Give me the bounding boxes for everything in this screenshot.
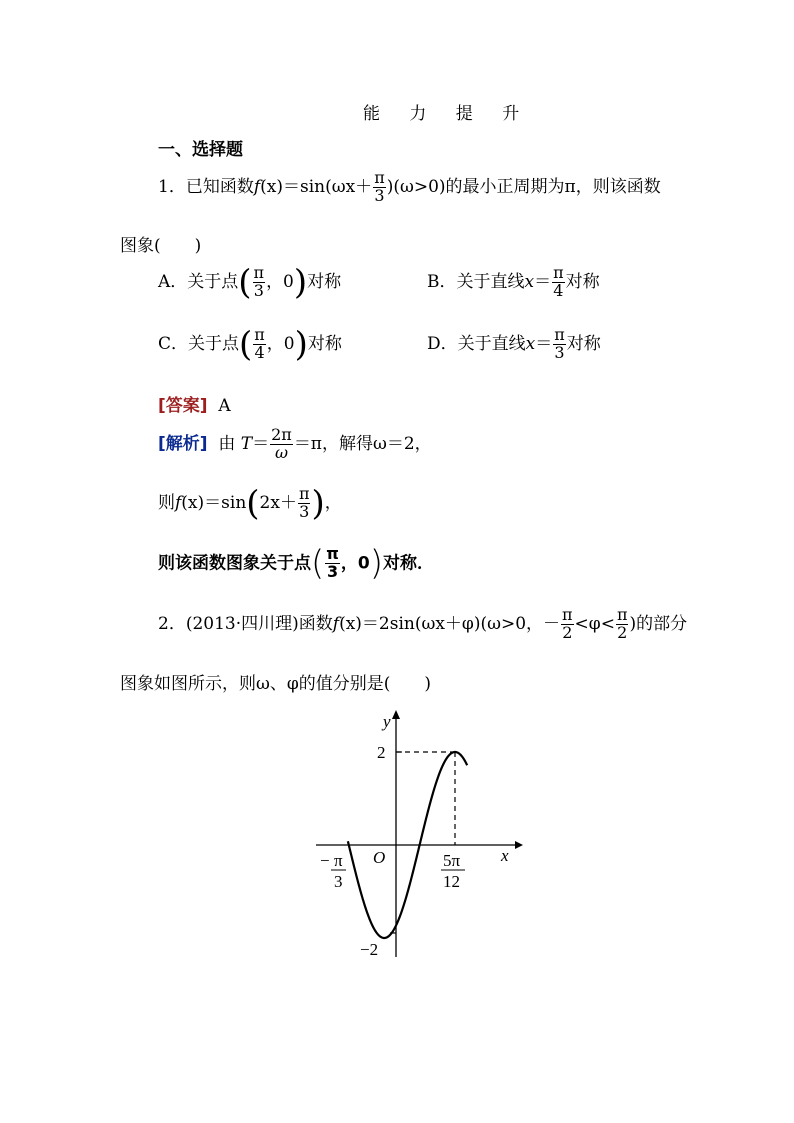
analysis-num: 2π (271, 425, 292, 444)
sine-graph (310, 705, 530, 965)
q1-option-b (427, 265, 600, 300)
opt-c-lparen: ( (239, 324, 253, 365)
section-title: 能 力 提 升 (363, 104, 532, 124)
analysis-fraction (270, 427, 293, 462)
q2-den1: 2 (562, 622, 573, 642)
q2-f: f (332, 613, 340, 634)
y-min-label: −2 (360, 940, 379, 959)
q1-frac-den: 3 (374, 185, 385, 205)
q1-fraction (373, 170, 386, 205)
q2-mid: <φ< (574, 613, 615, 634)
then-x: (x) (181, 492, 205, 513)
q2-fraction-1 (561, 607, 574, 642)
q1-conclusion (158, 543, 435, 584)
analysis-text-a: 由 (218, 433, 236, 454)
then-f: f (175, 492, 182, 513)
q2-number: 2． (158, 613, 186, 634)
opt-d-x: x (525, 333, 536, 354)
opt-a-fraction (253, 265, 266, 300)
q1-option-a (158, 262, 342, 303)
y-axis-label: y (383, 712, 391, 731)
answer-value: A (218, 396, 231, 416)
y-max-label: 2 (377, 743, 386, 762)
then-c: 2x＋ (259, 492, 297, 513)
x-right-num: 5π (443, 851, 461, 870)
x-left-num: π (334, 851, 343, 870)
q1-answer (158, 391, 231, 416)
opt-b-tail: 对称 (565, 271, 600, 292)
q1-option-c (158, 324, 342, 365)
q2-eq: ＝2sin(ωx＋φ)(ω>0，－ (361, 613, 561, 634)
then-lparen: ( (246, 483, 260, 524)
opt-a-suffix: ，0 (266, 271, 294, 292)
opt-c-den: 4 (254, 342, 265, 362)
x-left-den: 3 (334, 872, 343, 891)
concl-fraction (325, 546, 340, 581)
opt-c-suffix: ，0 (266, 333, 295, 354)
concl-a: 则该函数图象关于点 (158, 553, 311, 574)
q1-stem-line2: 图象( ) (120, 236, 202, 256)
opt-d-prefix: D．关于直线 (427, 333, 526, 354)
opt-c-num: π (254, 325, 265, 344)
concl-b: ，0 (340, 553, 370, 574)
opt-a-den: 3 (253, 280, 264, 300)
q1-condition: )(ω>0)的最小正周期为π，则该函数 (386, 176, 661, 197)
q1-number: 1． (158, 176, 186, 197)
x-left-sign: − (320, 851, 330, 870)
opt-b-x: x (524, 271, 535, 292)
opt-d-num: π (554, 325, 565, 344)
analysis-den: ω (274, 442, 288, 462)
opt-a-prefix: A．关于点 (158, 271, 239, 292)
x-axis-arrow (515, 841, 523, 849)
answer-label: [答案] (158, 396, 208, 416)
concl-lparen: ( (311, 543, 325, 584)
opt-d-fraction (553, 327, 566, 362)
q1-frac-num: π (374, 168, 385, 187)
opt-b-den: 4 (553, 280, 564, 300)
q1-analysis (158, 427, 432, 462)
opt-a-lparen: ( (238, 262, 252, 303)
then-b: ＝sin (204, 492, 247, 513)
q2-source: (2013·四川理)函数 (185, 613, 333, 634)
analysis-label: [解析] (158, 433, 208, 454)
q2-x: (x) (339, 613, 362, 634)
analysis-eq: ＝ (252, 433, 270, 454)
concl-c: 对称． (383, 553, 435, 574)
opt-a-rparen: ) (293, 262, 308, 303)
x-axis-label: x (501, 846, 509, 865)
q1-f: f (253, 176, 261, 197)
y-axis-arrow (392, 710, 400, 719)
then-a: 则 (158, 492, 175, 513)
q2-tail: )的部分 (629, 613, 688, 634)
origin-label: O (373, 848, 386, 867)
opt-c-fraction (253, 327, 266, 362)
analysis-T: T (240, 433, 253, 454)
opt-c-prefix: C．关于点 (158, 333, 240, 354)
then-num: π (298, 484, 310, 503)
opt-a-tail: 对称 (307, 271, 342, 292)
opt-b-num: π (553, 263, 564, 282)
opt-d-den: 3 (554, 342, 565, 362)
opt-c-rparen: ) (294, 324, 308, 365)
opt-d-tail: 对称 (566, 333, 601, 354)
concl-num: π (326, 544, 339, 563)
q2-num1: π (562, 605, 573, 624)
x-right-den: 12 (443, 872, 460, 891)
then-fraction (298, 486, 311, 521)
opt-d-eq: ＝ (535, 333, 553, 354)
q1-stem (158, 170, 661, 205)
then-den: 3 (299, 501, 310, 521)
q1-sin: ＝sin(ωx＋ (282, 176, 373, 197)
q2-num2: π (616, 605, 628, 624)
opt-b-prefix: B．关于直线 (427, 271, 525, 292)
q2-fraction-2 (616, 607, 629, 642)
q2-den2: 2 (617, 622, 628, 642)
q1-stem-text: 已知函数 (185, 176, 254, 197)
opt-c-tail: 对称 (307, 333, 342, 354)
part-heading: 一、选择题 (158, 140, 243, 160)
q2-stem-line2: 图象如图所示，则ω、φ的值分别是( ) (120, 674, 432, 694)
q2-stem (158, 607, 687, 642)
q1-option-d (427, 327, 601, 362)
then-rparen: ) (311, 483, 325, 524)
concl-den: 3 (327, 561, 339, 581)
q1-x: (x) (260, 176, 283, 197)
analysis-text-b: ＝π，解得ω＝2， (293, 433, 432, 454)
opt-a-num: π (253, 263, 265, 282)
concl-rparen: ) (369, 543, 384, 584)
q1-then-line (158, 483, 342, 524)
opt-b-eq: ＝ (534, 271, 552, 292)
opt-b-fraction (552, 265, 565, 300)
then-d: ， (324, 492, 342, 513)
